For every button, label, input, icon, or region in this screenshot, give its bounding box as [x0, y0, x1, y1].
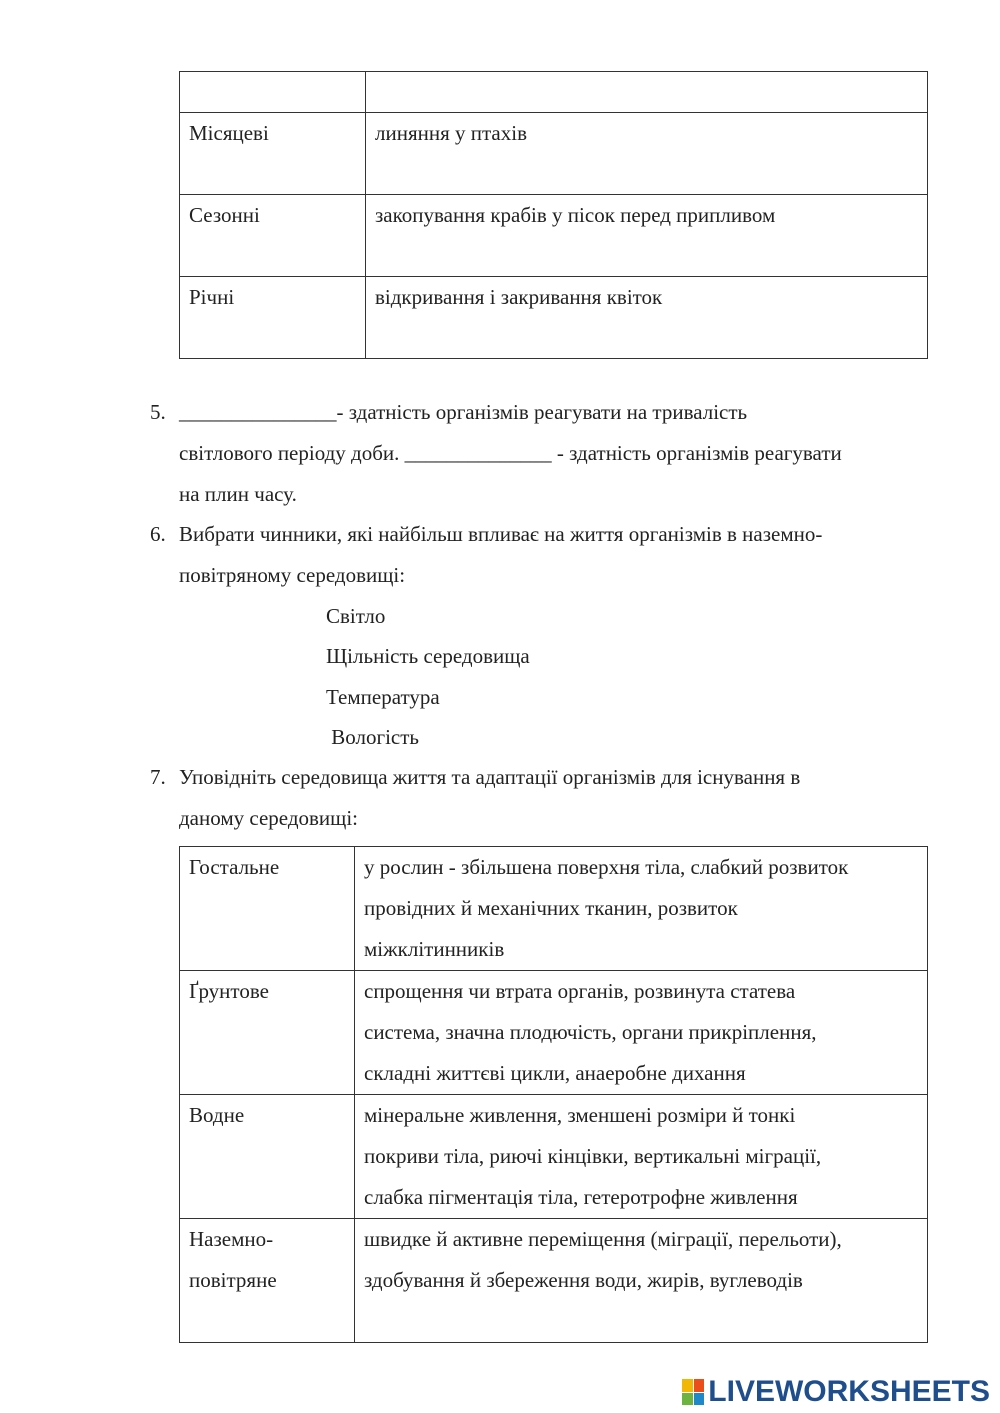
question-text-line: _______________- здатність організмів реагувати на тривалість [179, 400, 748, 424]
table-row [180, 847, 928, 971]
env-cell[interactable]: Водне [180, 1095, 355, 1219]
question-number: 5. [150, 400, 166, 424]
table-row [180, 113, 928, 195]
adaptation-cell[interactable]: швидке й активне переміщення (міграції, перельоти), здобування й збереження води, жирів, вуглеводів [355, 1219, 928, 1343]
liveworksheets-logo[interactable] [682, 1375, 990, 1409]
table-cell: Сезонні [180, 195, 366, 277]
logo-badge-icon [682, 1379, 704, 1405]
table-row [180, 195, 928, 277]
table-cell: Місяцеві [180, 113, 366, 195]
rhythms-table [179, 71, 928, 359]
question-number: 6. [150, 522, 166, 546]
table-cell: відкривання і закривання квіток [366, 277, 928, 359]
table-row [180, 1095, 928, 1219]
environments-table [179, 846, 928, 1343]
env-cell[interactable]: Гостальне [180, 847, 355, 971]
option-density[interactable]: Щільність середовища [326, 644, 530, 668]
question-text-line: Вибрати чинники, які найбільш впливає на життя організмів в наземно- [179, 522, 823, 546]
question-text-line: на плин часу. [179, 482, 297, 506]
question-text-line: повітряному середовищі: [179, 563, 406, 587]
env-cell[interactable]: Ґрунтове [180, 971, 355, 1095]
table-cell [180, 72, 366, 113]
question-text-line: світлового періоду доби. ______________ - здатність організмів реагувати [179, 441, 842, 465]
logo-text: LIVEWORKSHEETS [708, 1375, 990, 1408]
table-cell: Річні [180, 277, 366, 359]
question-text-line: Уповідніть середовища життя та адаптації організмів для існування в [179, 765, 801, 789]
table-cell: линяння у птахів [366, 113, 928, 195]
table-row [180, 277, 928, 359]
option-humidity[interactable]: Вологість [326, 725, 419, 749]
question-text-line: даному середовищі: [179, 806, 359, 830]
option-light[interactable]: Світло [326, 604, 386, 628]
table-cell [366, 72, 928, 113]
adaptation-cell[interactable]: спрощення чи втрата органів, розвинута статева система, значна плодючість, органи прикріплення, складні життєві цикли, анаеробне дихання [355, 971, 928, 1095]
adaptation-cell[interactable]: мінеральне живлення, зменшені розміри й тонкі покриви тіла, риючі кінцівки, вертикальні міграції, слабка пігментація тіла, гетеротрофне живлення [355, 1095, 928, 1219]
table-cell: закопування крабів у пісок перед припливом [366, 195, 928, 277]
env-cell[interactable]: Наземно- повітряне [180, 1219, 355, 1343]
table-row [180, 971, 928, 1095]
option-temperature[interactable]: Температура [326, 685, 440, 709]
question-number: 7. [150, 765, 166, 789]
table-row [180, 72, 928, 113]
table-row [180, 1219, 928, 1343]
adaptation-cell[interactable]: у рослин - збільшена поверхня тіла, слабкий розвиток провідних й механічних тканин, розвиток міжклітинників [355, 847, 928, 971]
